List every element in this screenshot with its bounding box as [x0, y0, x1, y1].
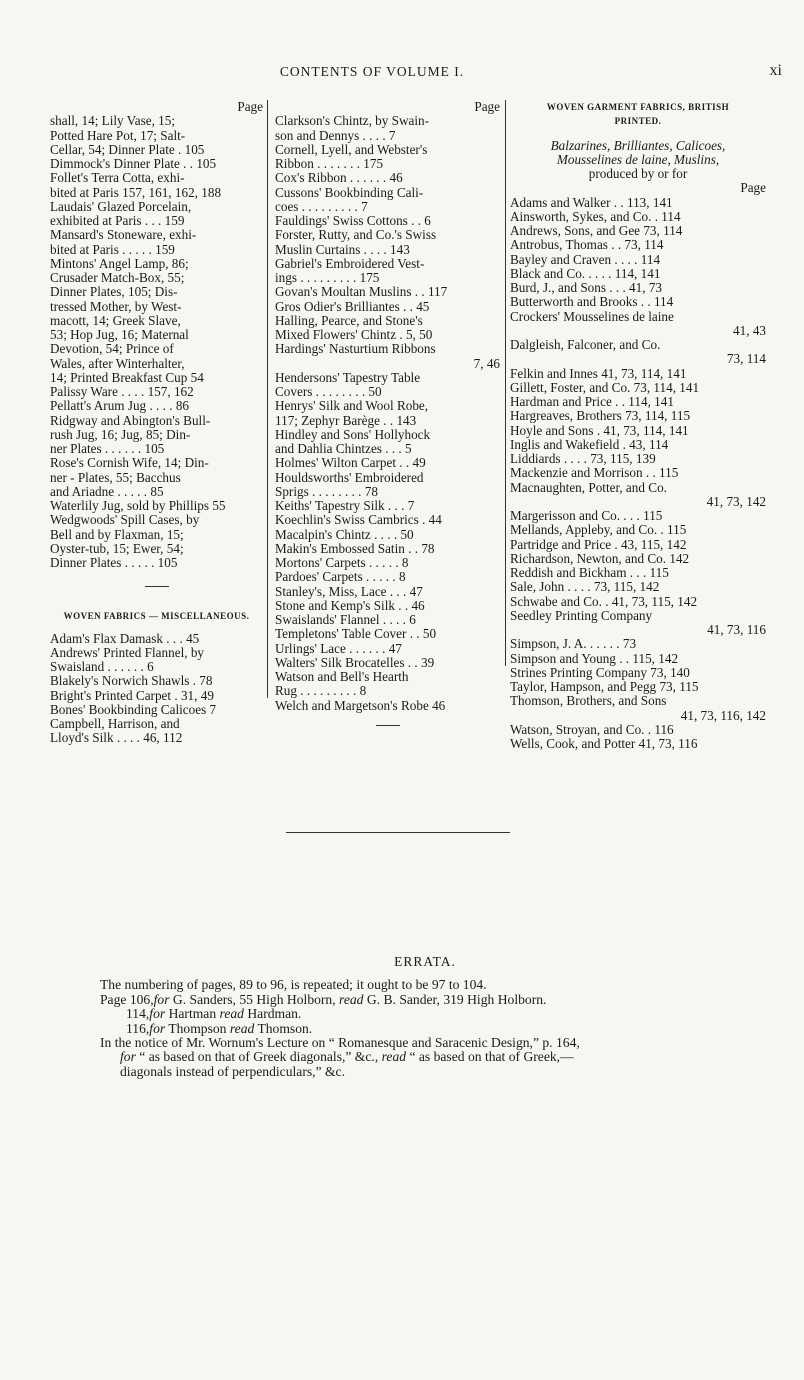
section-heading: WOVEN GARMENT FABRICS, BRITISH: [546, 102, 730, 112]
index-entry: Sprigs . . . . . . . . 78: [275, 483, 378, 499]
index-entry: Templetons' Table Cover . . 50: [275, 626, 437, 642]
errata-line: The numbering of pages, 89 to 96, is repeated; it ought to be 97 to 104.: [100, 977, 487, 993]
index-entry: Bayley and Craven . . . . 114: [510, 251, 661, 267]
section-heading: PRINTED.: [614, 116, 662, 127]
index-entry: Pardoes' Carpets . . . . . 8: [275, 569, 406, 585]
index-entry: Mortons' Carpets . . . . . 8: [275, 555, 409, 570]
index-entry: Swaislands' Flannel . . . . 6: [275, 612, 416, 627]
index-entry: Cornell, Lyell, and Webster's: [275, 141, 428, 157]
index-entry: Follet's Terra Cotta, exhi-: [50, 170, 185, 186]
errata-text: Thompson: [165, 1020, 230, 1036]
index-entry: Makin's Embossed Satin . . 78: [275, 540, 435, 556]
errata-text: Hardman.: [243, 1006, 302, 1022]
index-entry: Burd, J., and Sons . . . 41, 73: [510, 280, 663, 295]
index-entry: son and Dennys . . . . 7: [275, 127, 396, 143]
index-entry: Mellands, Appleby, and Co. . 115: [510, 522, 687, 538]
errata-line: In the notice of Mr. Wornum's Lecture on “ Romanesque and Saracenic Design,” p. 164,: [100, 1035, 580, 1051]
index-entry: Liddiards . . . . 73, 115, 139: [510, 451, 656, 466]
index-entry: bited at Paris . . . . . 159: [50, 241, 175, 257]
errata-text: Thomson.: [254, 1020, 313, 1036]
column-1: [50, 100, 263, 746]
index-entry: Oyster-tub, 15; Ewer, 54;: [50, 540, 184, 556]
index-entry: 41, 43: [733, 322, 766, 338]
index-entry: Cox's Ribbon . . . . . . 46: [275, 170, 403, 186]
index-entry: Dinner Plates . . . . . 105: [50, 555, 178, 570]
entry-list: [275, 114, 500, 713]
index-entry: Reddish and Bickham . . . 115: [510, 565, 669, 580]
index-entry: Mackenzie and Morrison . . 115: [510, 465, 679, 481]
index-entry: Watson, Stroyan, and Co. . 116: [510, 721, 674, 737]
index-entry: Black and Co. . . . . 114, 141: [510, 265, 661, 281]
page-label: Page: [740, 180, 766, 196]
index-entry: Covers . . . . . . . . 50: [275, 384, 382, 399]
index-entry: Bell and by Flaxman, 15;: [50, 526, 184, 542]
index-entry: Mintons' Angel Lamp, 86;: [50, 255, 189, 271]
index-entry: Schwabe and Co. . 41, 73, 115, 142: [510, 593, 698, 609]
errata-text: 114,: [126, 1006, 150, 1022]
index-entry: Waterlily Jug, sold by Phillips 55: [50, 498, 226, 513]
errata-italic: read: [339, 991, 364, 1007]
index-entry: rush Jug, 16; Jug, 85; Din-: [50, 426, 191, 442]
index-entry: Gabriel's Embroidered Vest-: [275, 255, 425, 271]
index-entry: Hardings' Nasturtium Ribbons: [275, 341, 436, 357]
index-entry: Walters' Silk Brocatelles . . 39: [275, 654, 435, 670]
index-entry: Dinner Plates, 105; Dis-: [50, 284, 178, 300]
section-subheading: Balzarines, Brilliantes, Calicoes,: [550, 137, 726, 153]
column-rule: [505, 100, 506, 666]
index-entry: Gros Odier's Brilliantes . . 45: [275, 298, 430, 314]
index-entry: Felkin and Innes 41, 73, 114, 141: [510, 365, 687, 381]
index-entry: Crusader Match-Box, 55;: [50, 270, 185, 285]
index-entry: Cussons' Bookbinding Cali-: [275, 184, 424, 200]
index-entry: Macnaughten, Potter, and Co.: [510, 479, 667, 495]
index-entry: Hendersons' Tapestry Table: [275, 369, 421, 385]
index-entry: Margerisson and Co. . . . 115: [510, 508, 663, 523]
errata-line: [100, 1050, 740, 1064]
section-divider: [376, 725, 400, 726]
errata-italic: for: [149, 1020, 166, 1036]
index-entry: Swaisland . . . . . . 6: [50, 659, 154, 674]
index-entry: Adam's Flax Damask . . . 45: [50, 630, 200, 646]
errata-title: ERRATA.: [394, 954, 456, 969]
errata-line: [100, 993, 740, 1007]
index-entry: Richardson, Newton, and Co. 142: [510, 550, 690, 566]
errata-line: [100, 1022, 740, 1036]
index-entry: Partridge and Price . 43, 115, 142: [510, 536, 687, 552]
index-entry: Urlings' Lace . . . . . . 47: [275, 640, 402, 656]
page-header: [0, 62, 804, 82]
index-entry: Simpson and Young . . 115, 142: [510, 650, 679, 666]
errata-text: 116,: [126, 1020, 150, 1036]
index-entry: Laudais' Glazed Porcelain,: [50, 198, 192, 214]
errata-text: G. Sanders, 55 High Holborn,: [169, 991, 340, 1007]
page-number: xi: [769, 62, 782, 79]
errata-section: [100, 955, 740, 1079]
errata-text: “ as based on that of Greek,—: [406, 1049, 574, 1065]
index-entry: Strines Printing Company 73, 140: [510, 664, 690, 680]
entry-list: [510, 196, 766, 752]
index-entry: Hoyle and Sons . 41, 73, 114, 141: [510, 422, 689, 438]
index-entry: Hindley and Sons' Hollyhock: [275, 426, 431, 442]
index-entry: Mansard's Stoneware, exhi-: [50, 227, 197, 243]
index-entry: Simpson, J. A. . . . . . 73: [510, 636, 637, 652]
column-3: [510, 100, 766, 751]
index-entry: macott, 14; Greek Slave,: [50, 312, 181, 328]
running-title: CONTENTS OF VOLUME I.: [279, 64, 465, 79]
page-label: Page: [474, 99, 500, 114]
index-entry: Wales, after Winterhalter,: [50, 355, 185, 371]
index-entry: ings . . . . . . . . . 175: [275, 270, 380, 285]
index-entry: Ribbon . . . . . . . 175: [275, 156, 384, 171]
errata-text: “ as based on that of Greek diagonals,” &c.,: [135, 1049, 382, 1065]
index-entry: Fauldings' Swiss Cottons . . 6: [275, 213, 431, 228]
index-entry: Rose's Cornish Wife, 14; Din-: [50, 455, 209, 471]
index-entry: Watson and Bell's Hearth: [275, 669, 409, 684]
index-entry: and Dahlia Chintzes . . . 5: [275, 441, 412, 456]
index-entry: coes . . . . . . . . . 7: [275, 198, 368, 214]
index-entry: Gillett, Foster, and Co. 73, 114, 141: [510, 379, 700, 395]
index-entry: 7, 46: [473, 355, 500, 371]
index-entry: Antrobus, Thomas . . 73, 114: [510, 237, 664, 253]
section-subheading: produced by or for: [588, 166, 688, 181]
column-2: [275, 100, 500, 726]
index-entry: shall, 14; Lily Vase, 15;: [50, 113, 176, 129]
index-entry: Crockers' Mousselines de laine: [510, 308, 674, 324]
index-entry: Taylor, Hampson, and Pegg 73, 115: [510, 679, 699, 694]
errata-text: G. B. Sander, 319 High Holborn.: [363, 991, 547, 1007]
index-entry: Clarkson's Chintz, by Swain-: [275, 113, 430, 129]
index-entry: Keiths' Tapestry Silk . . . 7: [275, 498, 415, 513]
errata-italic: for: [153, 991, 170, 1007]
index-entry: 73, 114: [726, 351, 766, 367]
index-entry: Thomson, Brothers, and Sons: [510, 693, 667, 709]
errata-italic: for: [120, 1049, 136, 1065]
index-entry: Inglis and Wakefield . 43, 114: [510, 436, 669, 452]
errata-italic: for: [149, 1006, 166, 1022]
index-entry: Blakely's Norwich Shawls . 78: [50, 673, 213, 689]
index-entry: bited at Paris 157, 161, 162, 188: [50, 184, 222, 200]
index-entry: Hargreaves, Brothers 73, 114, 115: [510, 408, 691, 424]
index-entry: Govan's Moultan Muslins . . 117: [275, 284, 448, 300]
index-entry: Macalpin's Chintz . . . . 50: [275, 526, 414, 542]
index-entry: Seedley Printing Company: [510, 607, 653, 623]
errata-italic: read: [381, 1049, 407, 1065]
errata-text: Page 106,: [100, 991, 154, 1007]
index-entry: Dalgleish, Falconer, and Co.: [510, 337, 661, 352]
index-entry: Forster, Rutty, and Co.'s Swiss: [275, 227, 437, 243]
index-entry: Henrys' Silk and Wool Robe,: [275, 398, 429, 414]
index-entry: 41, 73, 116: [707, 622, 766, 637]
index-entry: Adams and Walker . . 113, 141: [510, 194, 673, 210]
index-entry: 41, 73, 116, 142: [680, 707, 766, 723]
entry-list: [50, 632, 263, 746]
entry-list: [50, 114, 263, 570]
index-entry: Ridgway and Abington's Bull-: [50, 412, 211, 428]
errata-line: [100, 1007, 740, 1021]
index-entry: 14; Printed Breakfast Cup 54: [50, 369, 204, 385]
index-entry: Welch and Margetson's Robe 46: [275, 697, 446, 713]
index-entry: Butterworth and Brooks . . 114: [510, 294, 674, 310]
index-entry: Wedgwoods' Spill Cases, by: [50, 512, 200, 528]
index-entry: Ainsworth, Sykes, and Co. . 114: [510, 208, 681, 224]
index-entry: ner Plates . . . . . . 105: [50, 441, 165, 456]
index-entry: Andrews' Printed Flannel, by: [50, 644, 205, 660]
index-entry: Hardman and Price . . 114, 141: [510, 394, 674, 409]
index-entry: Campbell, Harrison, and: [50, 716, 180, 731]
index-entry: Holmes' Wilton Carpet . . 49: [275, 455, 426, 471]
index-entry: Andrews, Sons, and Gee 73, 114: [510, 223, 683, 238]
index-entry: Potted Hare Pot, 17; Salt-: [50, 127, 186, 143]
index-entry: Bright's Printed Carpet . 31, 49: [50, 687, 214, 703]
index-entry: 53; Hop Jug, 16; Maternal: [50, 327, 189, 342]
index-entry: Sale, John . . . . 73, 115, 142: [510, 579, 660, 595]
errata-line: diagonals instead of perpendiculars,” &c.: [120, 1063, 345, 1079]
section-rule: [286, 832, 510, 833]
index-entry: Bones' Bookbinding Calicoes 7: [50, 701, 217, 717]
errata-italic: read: [219, 1006, 244, 1022]
errata-italic: read: [229, 1020, 255, 1036]
index-entry: Koechlin's Swiss Cambrics . 44: [275, 512, 442, 528]
index-entry: Stanley's, Miss, Lace . . . 47: [275, 583, 423, 599]
index-entry: Palissy Ware . . . . 157, 162: [50, 384, 194, 399]
index-entry: Houldsworths' Embroidered: [275, 469, 424, 485]
index-entry: Cellar, 54; Dinner Plate . 105: [50, 141, 205, 157]
index-entry: Halling, Pearce, and Stone's: [275, 312, 423, 328]
index-entry: and Ariadne . . . . . 85: [50, 483, 164, 499]
index-entry: Stone and Kemp's Silk . . 46: [275, 597, 425, 613]
index-entry: Pellatt's Arum Jug . . . . 86: [50, 398, 190, 414]
page-label: Page: [237, 99, 263, 114]
index-entry: exhibited at Paris . . . 159: [50, 213, 185, 228]
index-entry: Muslin Curtains . . . . 143: [275, 241, 410, 257]
index-entry: Lloyd's Silk . . . . 46, 112: [50, 730, 183, 746]
index-entry: Mixed Flowers' Chintz . 5, 50: [275, 327, 433, 342]
index-entry: ner - Plates, 55; Bacchus: [50, 469, 181, 485]
index-entry: tressed Mother, by West-: [50, 298, 182, 314]
index-entry: 41, 73, 142: [706, 493, 766, 509]
section-heading: WOVEN FABRICS — MISCELLANEOUS.: [63, 611, 250, 622]
index-entry: Wells, Cook, and Potter 41, 73, 116: [510, 736, 698, 751]
errata-text: Hartman: [165, 1006, 220, 1022]
section-subheading: Mousselines de laine, Muslins,: [556, 151, 720, 167]
column-rule: [267, 100, 268, 698]
index-entry: Devotion, 54; Prince of: [50, 341, 174, 357]
index-entry: Rug . . . . . . . . . 8: [275, 683, 367, 699]
index-entry: Dimmock's Dinner Plate . . 105: [50, 156, 217, 171]
index-entry: 117; Zephyr Barège . . 143: [275, 412, 417, 428]
